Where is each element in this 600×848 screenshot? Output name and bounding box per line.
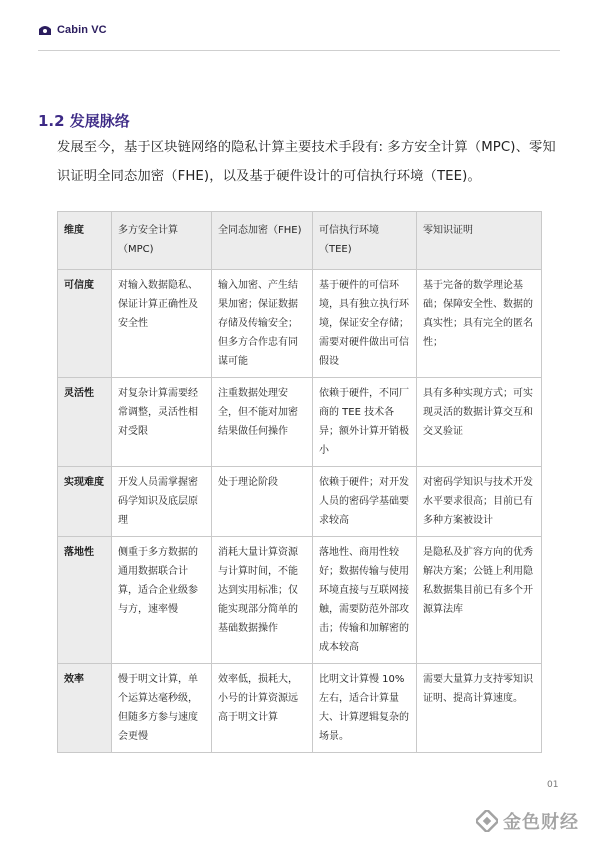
table-row-efficiency <box>58 664 542 753</box>
cell-zk: 基于完备的数学理论基础；保障安全性、数据的真实性；具有完全的匿名性； <box>417 270 542 378</box>
cell-tee: 落地性、商用性较好；数据传输与使用环境直接与互联网接触，需要防范外部攻击；传输和加解密的成本较高 <box>313 537 417 664</box>
header-cell-mpc: 多方安全计算（MPC) <box>112 212 212 270</box>
cell-mpc: 开发人员需掌握密码学知识及底层原理 <box>112 467 212 537</box>
page-number: 01 <box>547 780 559 790</box>
cell-tee: 基于硬件的可信环境，具有独立执行环境，保证安全存储；需要对硬件做出可信假设 <box>313 270 417 378</box>
table-row-flexibility <box>58 378 542 467</box>
table-row-deployability <box>58 537 542 664</box>
header-cell-fhe: 全同态加密（FHE) <box>212 212 313 270</box>
cell-fhe: 消耗大量计算资源与计算时间，不能达到实用标准；仅能实现部分简单的基础数据操作 <box>212 537 313 664</box>
table-row-credibility <box>58 270 542 378</box>
cell-mpc: 对输入数据隐私、保证计算正确性及安全性 <box>112 270 212 378</box>
cell-mpc: 侧重于多方数据的通用数据联合计算，适合企业级参与方，速率慢 <box>112 537 212 664</box>
cabin-logo-icon <box>38 24 52 36</box>
table-row-difficulty <box>58 467 542 537</box>
cabin-vc-logo <box>38 24 107 36</box>
page-header <box>0 0 600 50</box>
header-cell-tee: 可信执行环境（TEE) <box>313 212 417 270</box>
comparison-table <box>57 211 542 753</box>
watermark-text: 金色财经 <box>503 812 579 833</box>
row-label: 实现难度 <box>58 467 112 537</box>
cell-zk: 对密码学知识与技术开发水平要求很高；目前已有多种方案被设计 <box>417 467 542 537</box>
cell-tee: 比明文计算慢 10%左右，适合计算量大、计算逻辑复杂的场景。 <box>313 664 417 753</box>
header-cell-zk: 零知识证明 <box>417 212 542 270</box>
header-divider <box>38 50 560 51</box>
cell-mpc: 对复杂计算需要经常调整，灵活性相对受限 <box>112 378 212 467</box>
cell-tee: 依赖于硬件；对开发人员的密码学基础要求较高 <box>313 467 417 537</box>
section-title: 1.2 发展脉络 <box>38 112 130 130</box>
cell-fhe: 处于理论阶段 <box>212 467 313 537</box>
cell-tee: 依赖于硬件，不同厂商的 TEE 技术各异；额外计算开销极小 <box>313 378 417 467</box>
table-header-row <box>58 212 542 270</box>
row-label: 可信度 <box>58 270 112 378</box>
row-label: 灵活性 <box>58 378 112 467</box>
brand-name: Cabin VC <box>57 24 107 36</box>
cell-fhe: 效率低，损耗大，小号的计算资源远高于明文计算 <box>212 664 313 753</box>
cell-fhe: 输入加密、产生结果加密；保证数据存储及传输安全；但多方合作忠有同谋可能 <box>212 270 313 378</box>
cell-zk: 是隐私及扩容方向的优秀解决方案；公链上利用隐私数据集目前已有多个开源算法库 <box>417 537 542 664</box>
row-label: 落地性 <box>58 537 112 664</box>
intro-paragraph: 发展至今，基于区块链网络的隐私计算主要技术手段有: 多方安全计算（MPC)、零知识证明全同态加密（FHE)，以及基于硬件设计的可信执行环境（TEE)。 <box>57 140 556 184</box>
header-cell-dimension: 维度 <box>58 212 112 270</box>
cell-zk: 具有多种实现方式；可实现灵活的数据计算交互和交叉验证 <box>417 378 542 467</box>
row-label: 效率 <box>58 664 112 753</box>
jinse-watermark <box>476 808 579 834</box>
cell-mpc: 慢于明文计算，单个运算达毫秒级，但随多方参与速度会更慢 <box>112 664 212 753</box>
cell-fhe: 注重数据处理安全，但不能对加密结果做任何操作 <box>212 378 313 467</box>
cell-zk: 需要大量算力支持零知识证明、提高计算速度。 <box>417 664 542 753</box>
jinse-logo-icon <box>476 810 498 832</box>
